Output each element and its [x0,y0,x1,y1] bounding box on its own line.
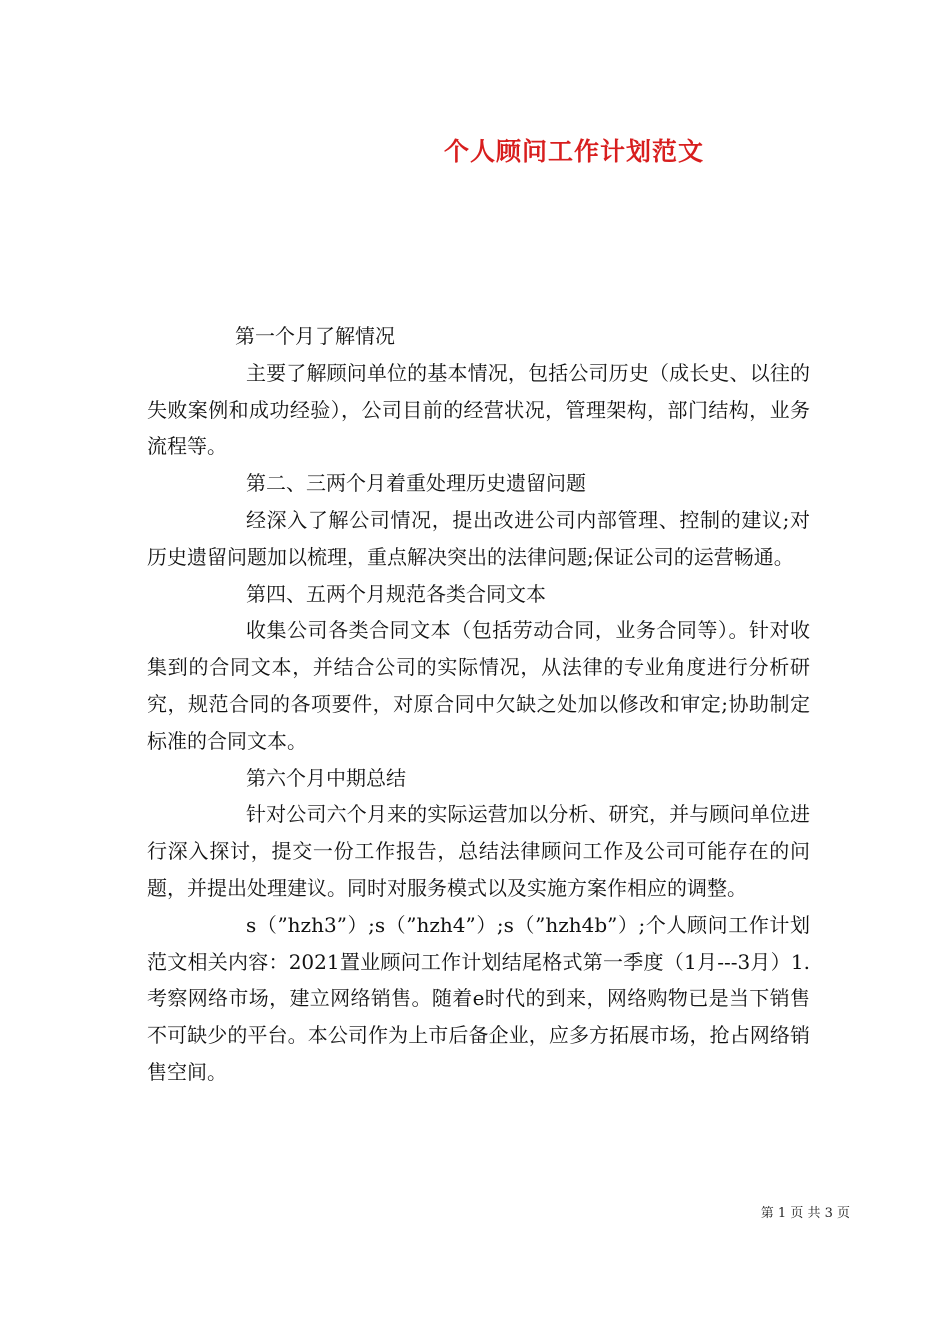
paragraph-month-2-3: 经深入了解公司情况，提出改进公司内部管理、控制的建议;对历史遗留问题加以梳理，重点解决突出的法律问题;保证公司的运营畅通。 [147,507,810,569]
paragraph-month-4-5: 收集公司各类合同文本（包括劳动合同，业务合同等）。针对收集到的合同文本，并结合公司的实际情况，从法律的专业角度进行分析研究，规范合同的各项要件，对原合同中欠缺之处加以修改和审定;协助制定标准的合同文本。 [147,618,810,753]
paragraph-month-1: 主要了解顾问单位的基本情况，包括公司历史（成长史、以往的失败案例和成功经验），公司目前的经营状况，管理架构，部门结构，业务流程等。 [147,360,810,459]
section-heading-month-4-5: 第四、五两个月规范各类合同文本 [246,581,546,606]
page-title: 个人顾问工作计划范文 [443,137,704,166]
section-heading-month-6: 第六个月中期总结 [246,765,406,790]
paragraph-related-content: s（”hzh3”）;s（”hzh4”）;s（”hzh4b”）;个人顾问工作计划范文相关内容：2021置业顾问工作计划结尾格式第一季度（1月---3月）1.考察网络市场，建立网络销售。随着e时代的到来，网络购物已是当下销售不可缺少的平台。本公司作为上市后备企业，应多方拓展市场，抢占网络销售空间。 [147,912,810,1084]
paragraph-month-6: 针对公司六个月来的实际运营加以分析、研究，并与顾问单位进行深入探讨，提交一份工作报告，总结法律顾问工作及公司可能存在的问题，并提出处理建议。同时对服务模式以及实施方案作相应的调整。 [147,802,810,900]
section-heading-month-2-3: 第二、三两个月着重处理历史遗留问题 [246,471,586,496]
page-footer: 第 1 页 共 3 页 [760,1206,850,1221]
section-heading-month-1: 第一个月了解情况 [235,324,395,348]
document-body [147,318,810,1091]
